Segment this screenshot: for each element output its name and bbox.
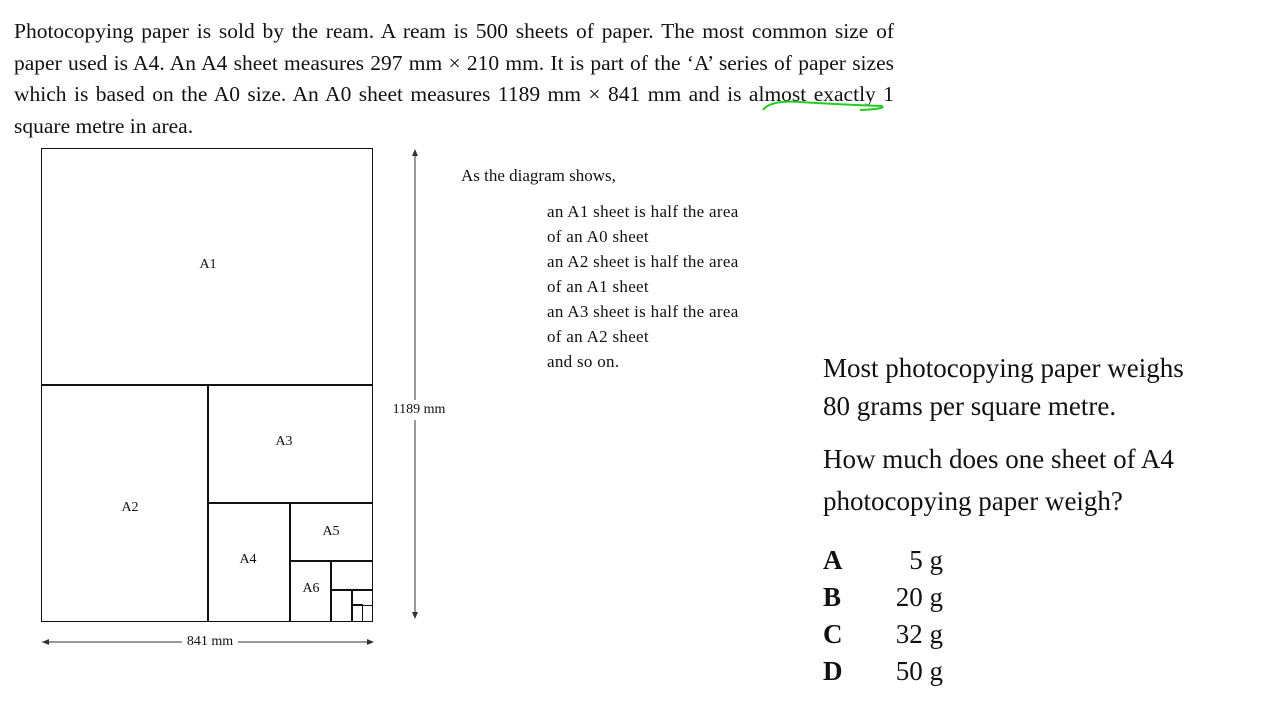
a10-box xyxy=(351,604,363,622)
label-a5: A5 xyxy=(322,524,340,539)
side-line: of an A1 sheet xyxy=(547,277,649,296)
a8-box xyxy=(330,589,353,622)
side-lead: As the diagram shows, xyxy=(461,166,616,185)
option-letter: C xyxy=(823,619,843,649)
label-a1: A1 xyxy=(199,257,217,272)
option-letter: B xyxy=(823,582,842,612)
option-value: 20 g xyxy=(895,582,943,612)
side-line: of an A0 sheet xyxy=(547,227,649,246)
side-line: an A1 sheet is half the area xyxy=(547,202,739,221)
intro-paragraph xyxy=(14,16,894,142)
question-line: 80 grams per square metre. xyxy=(823,391,1117,421)
label-a3: A3 xyxy=(275,434,293,449)
option-letter: A xyxy=(823,545,843,575)
option-b[interactable] xyxy=(823,582,943,613)
option-value: 5 g xyxy=(909,545,943,575)
side-line: and so on. xyxy=(547,352,620,371)
question-line: photocopying paper weigh? xyxy=(823,486,1123,516)
option-d[interactable] xyxy=(823,656,943,687)
option-a[interactable] xyxy=(823,545,943,576)
option-letter: D xyxy=(823,656,843,686)
question-line: Most photocopying paper weighs xyxy=(823,353,1184,383)
side-line: an A3 sheet is half the area xyxy=(547,302,739,321)
label-a4: A4 xyxy=(239,552,257,567)
option-value: 50 g xyxy=(895,656,943,686)
height-arrow xyxy=(405,148,425,622)
side-explanation xyxy=(547,199,739,374)
green-underline-annotation xyxy=(760,96,890,116)
question-line: How much does one sheet of A4 xyxy=(823,444,1174,474)
side-line: an A2 sheet is half the area xyxy=(547,252,739,271)
side-line: of an A2 sheet xyxy=(547,327,649,346)
intro-text: Photocopying paper is sold by the ream. A ream is 500 sheets of paper. The most common size of paper used is A4. An A4 sheet measures 297 mm × 210 mm. It is part of the ‘A’ series of paper sizes which is based on the A0 size. An A0 sheet measures 1189 mm × 841 mm and is almost exactly 1 square metre in area. xyxy=(14,19,894,138)
height-label: 1189 mm xyxy=(393,400,446,420)
label-a6: A6 xyxy=(302,581,320,596)
option-c[interactable] xyxy=(823,619,943,650)
width-label: 841 mm xyxy=(182,634,238,650)
option-value: 32 g xyxy=(895,619,943,649)
label-a2: A2 xyxy=(121,500,139,515)
a7-box xyxy=(330,560,373,591)
